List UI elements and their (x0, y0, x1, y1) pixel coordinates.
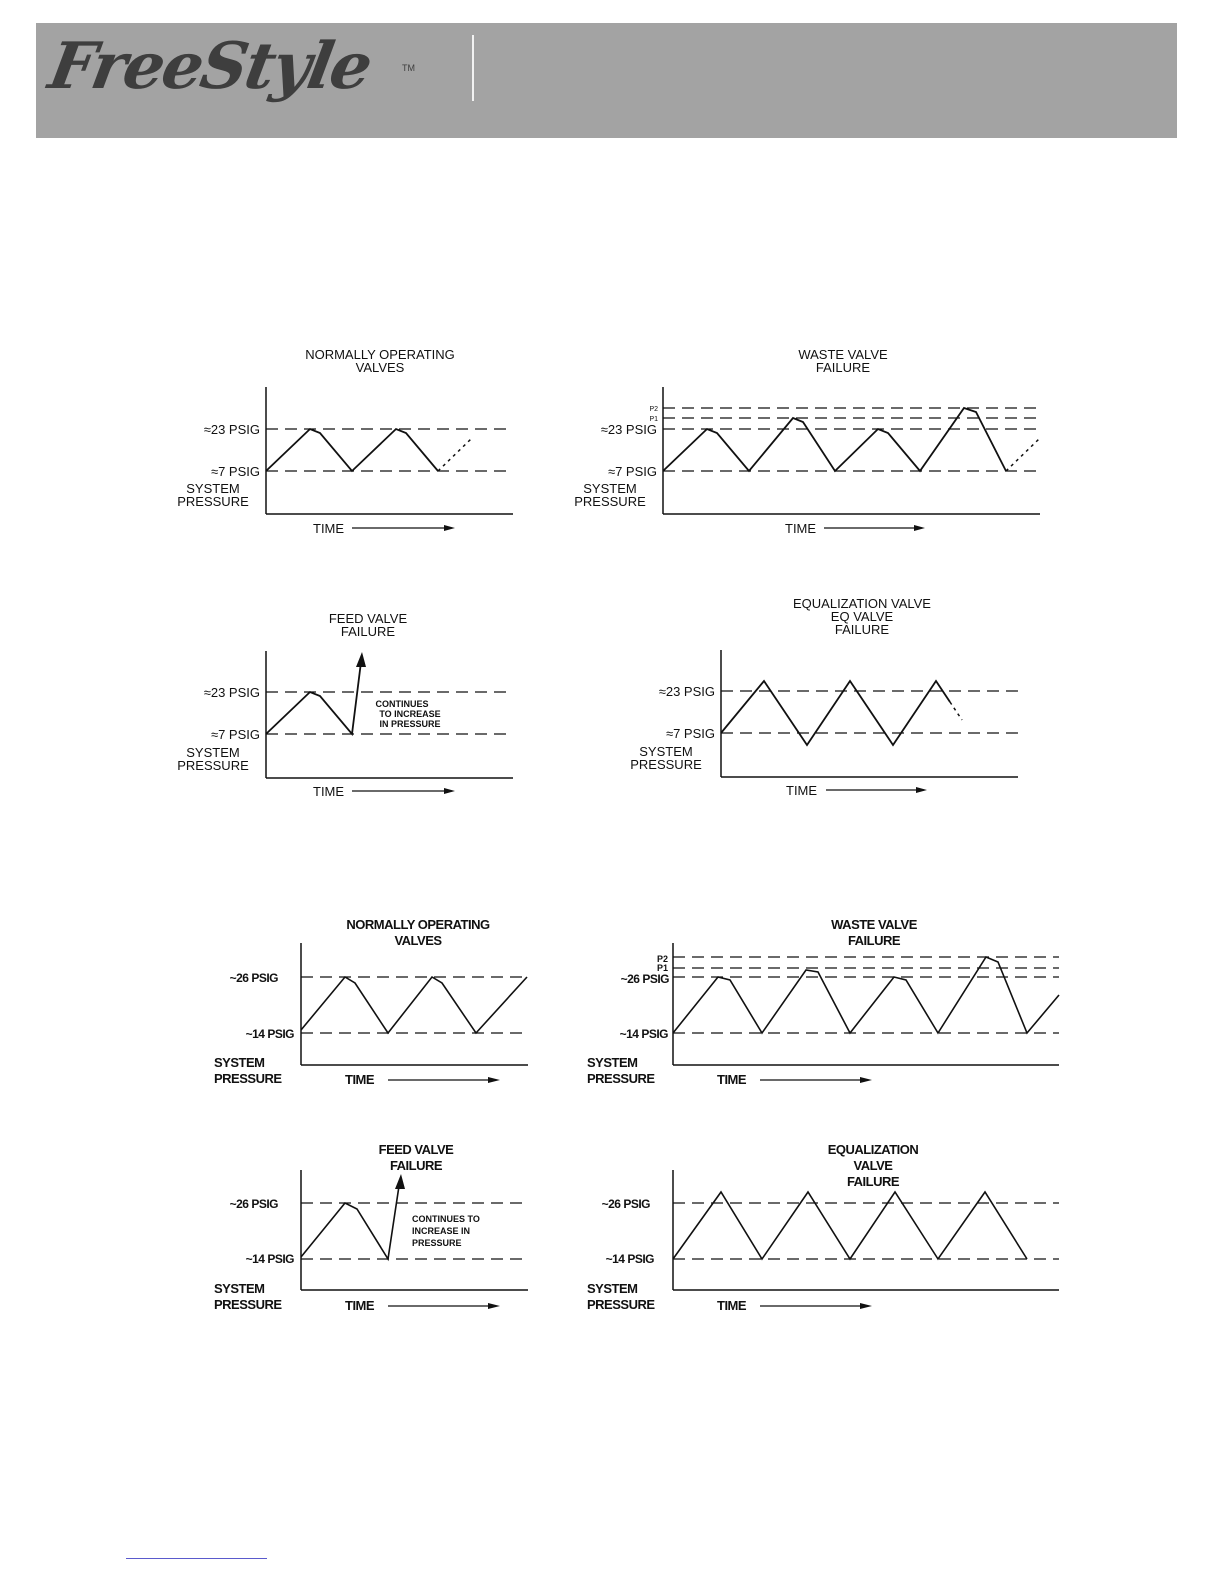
time-arrow-head (444, 788, 455, 794)
system-pressure-label: SYSTEM (214, 1055, 265, 1070)
panel-title-line: NORMALLY OPERATING (305, 347, 455, 362)
time-label: TIME (717, 1072, 747, 1087)
time-label: TIME (785, 521, 817, 536)
system-pressure-label: PRESSURE (214, 1297, 282, 1312)
panel-equalization-top (630, 596, 1018, 798)
time-label: TIME (717, 1298, 747, 1313)
time-arrow-head (860, 1077, 872, 1083)
panel-title-line: FAILURE (834, 622, 890, 637)
freestyle-logo: FreeStyle (43, 29, 377, 104)
system-pressure-label: SYSTEM (214, 1281, 265, 1296)
panel-waste-bottom (587, 917, 1059, 1087)
pressure-curve-continuation (950, 702, 962, 720)
p1-label: P1 (649, 416, 658, 423)
panel-title-line: FAILURE (815, 360, 871, 375)
panel-normal-top (177, 347, 513, 536)
pressure-curve (301, 1186, 399, 1259)
trademark-mark: TM (402, 63, 415, 73)
pressure-curve (266, 662, 361, 734)
time-arrow-head (444, 525, 455, 531)
time-arrow-head (488, 1077, 500, 1083)
low-pressure-label: ~14 PSIG (619, 1027, 668, 1041)
time-label: TIME (786, 783, 818, 798)
high-pressure-label: ≈23 PSIG (600, 422, 657, 437)
system-pressure-label: SYSTEM (587, 1281, 638, 1296)
high-pressure-label: ≈23 PSIG (203, 422, 260, 437)
system-pressure-label: SYSTEM (587, 1055, 638, 1070)
low-pressure-label: ~14 PSIG (245, 1027, 294, 1041)
system-pressure-label: SYSTEM (639, 744, 693, 759)
increase-arrow-head (395, 1174, 405, 1189)
pressure-curve-continuation (438, 438, 472, 471)
pressure-curve-continuation (1006, 438, 1040, 471)
annotation-line: CONTINUES (375, 699, 429, 709)
panel-title-line: FEED VALVE (378, 1142, 454, 1157)
p1-label: P1 (656, 963, 668, 973)
low-pressure-label: ≈7 PSIG (210, 464, 260, 479)
low-pressure-label: ~14 PSIG (605, 1252, 654, 1266)
time-arrow-head (860, 1303, 872, 1309)
high-pressure-label: ~26 PSIG (601, 1197, 650, 1211)
high-pressure-label: ~26 PSIG (229, 1197, 278, 1211)
footer-link-underline (126, 1558, 267, 1559)
high-pressure-label: ≈23 PSIG (658, 684, 715, 699)
panel-feed-top (177, 611, 513, 799)
panel-title-line: WASTE VALVE (831, 917, 917, 932)
time-label: TIME (345, 1298, 375, 1313)
low-pressure-label: ~14 PSIG (245, 1252, 294, 1266)
panel-title-line: FAILURE (846, 1174, 900, 1189)
system-pressure-label: SYSTEM (186, 745, 240, 760)
panel-title-line: VALVES (394, 933, 442, 948)
panel-title-line: WASTE VALVE (798, 347, 888, 362)
time-label: TIME (345, 1072, 375, 1087)
low-pressure-label: ≈7 PSIG (210, 727, 260, 742)
panel-title-line: FAILURE (389, 1158, 443, 1173)
system-pressure-label: SYSTEM (186, 481, 240, 496)
annotation-line: IN PRESSURE (379, 719, 441, 729)
system-pressure-label: PRESSURE (177, 494, 249, 509)
system-pressure-label: PRESSURE (630, 757, 702, 772)
system-pressure-label: PRESSURE (177, 758, 249, 773)
high-pressure-label: ~26 PSIG (620, 972, 669, 986)
pressure-curve (673, 1192, 1027, 1259)
panel-equalization-bottom (587, 1142, 1059, 1313)
pressure-curve (266, 429, 438, 471)
low-pressure-label: ≈7 PSIG (665, 726, 715, 741)
system-pressure-label: PRESSURE (574, 494, 646, 509)
panel-feed-bottom (214, 1142, 528, 1313)
panel-title-line: FAILURE (340, 624, 396, 639)
annotation-line: CONTINUES TO (412, 1214, 480, 1224)
time-arrow-head (916, 787, 927, 793)
pressure-curve (301, 977, 527, 1033)
increase-arrow-head (356, 652, 366, 667)
panel-title-line: FAILURE (847, 933, 901, 948)
panel-title-line: EQUALIZATION VALVE (793, 596, 931, 611)
system-pressure-label: SYSTEM (583, 481, 637, 496)
system-pressure-label: PRESSURE (587, 1297, 655, 1312)
high-pressure-label: ≈23 PSIG (203, 685, 260, 700)
annotation-line: PRESSURE (412, 1238, 462, 1248)
time-arrow-head (914, 525, 925, 531)
p2-label: P2 (649, 406, 658, 413)
panel-title-line: EQ VALVE (830, 609, 894, 624)
panel-waste-top (574, 347, 1040, 536)
system-pressure-label: PRESSURE (214, 1071, 282, 1086)
p2-label: P2 (656, 954, 668, 964)
panel-title-line: FEED VALVE (328, 611, 408, 626)
time-label: TIME (313, 521, 345, 536)
annotation-line: TO INCREASE (379, 709, 441, 719)
annotation-line: INCREASE IN (412, 1226, 471, 1236)
panel-title-line: NORMALLY OPERATING (346, 917, 490, 932)
time-label: TIME (313, 784, 345, 799)
low-pressure-label: ≈7 PSIG (607, 464, 657, 479)
high-pressure-label: ~26 PSIG (229, 971, 278, 985)
time-arrow-head (488, 1303, 500, 1309)
system-pressure-label: PRESSURE (587, 1071, 655, 1086)
panel-title-line: EQUALIZATION (827, 1142, 919, 1157)
panel-normal-bottom (214, 917, 528, 1087)
panel-title-line: VALVE (853, 1158, 893, 1173)
panel-title-line: VALVES (355, 360, 405, 375)
